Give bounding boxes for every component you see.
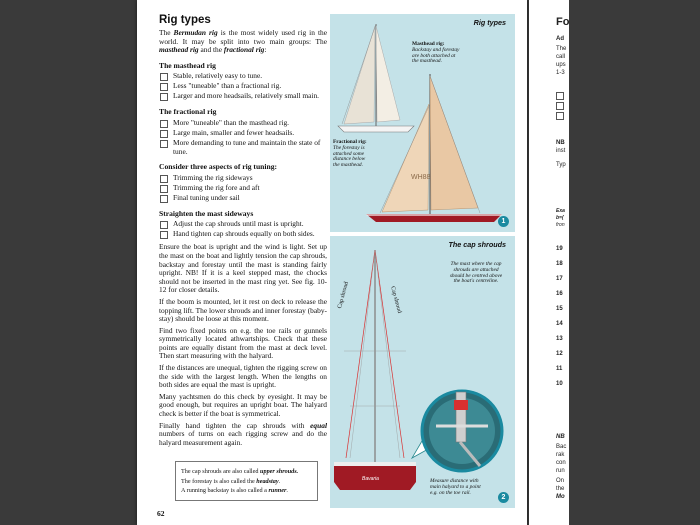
fractional-label: Fractional rig: The forestay is attached some distance below the masthead. [333,139,367,169]
checklist-item[interactable]: Trimming the rig sideways [159,174,327,183]
checkbox-icon[interactable] [556,112,564,120]
checkbox-icon[interactable] [160,83,168,91]
intro-paragraph: The Bermudan rig is the most widely used rig in the world. It may be split into two main groups: The masthead rig and the fractional rig: [159,28,328,55]
checklist-item[interactable]: More "tuneable" than the masthead rig. [159,119,327,128]
axis-number: 15 [556,306,563,312]
axis-number: 19 [556,246,563,252]
figure-title: Rig types [473,18,506,27]
page2-text: Ad [556,36,564,42]
checkbox-icon[interactable] [160,93,168,101]
note-line: The cap shrouds are also called upper shrouds. [181,468,299,475]
viewer-background [569,0,700,525]
checklist-item[interactable]: Larger and more headsails, relatively small main. [159,92,327,101]
axis-number: 12 [556,351,563,357]
figure-title: The cap shrouds [448,240,506,249]
checkbox-icon[interactable] [160,130,168,138]
checklist-item[interactable]: Final tuning under sail [159,194,327,203]
figure-cap-shrouds [330,236,515,508]
page2-text: fron [556,222,565,228]
checklist-item[interactable]: Less "tuneable" than a fractional rig. [159,82,327,91]
checklist-item[interactable]: Trimming the rig fore and aft [159,184,327,193]
axis-number: 11 [556,366,563,372]
axis-number: 17 [556,276,563,282]
axis-number: 10 [556,381,563,387]
page2-text: NB [556,140,565,146]
axis-number: 16 [556,291,563,297]
axis-number: 18 [556,261,563,267]
checklist-item[interactable]: Stable, relatively easy to tune. [159,72,327,81]
axis-number: 13 [556,336,563,342]
axis-number: 14 [556,321,563,327]
checkbox-icon[interactable] [160,73,168,81]
sideways-heading: Straighten the mast sideways [159,208,254,218]
checklist-item[interactable]: Hand tighten cap shrouds equally on both sides. [159,230,327,239]
terminology-note-box [175,461,318,501]
text-column [159,14,327,450]
body-paragraph: Ensure the boat is upright and the wind is light. Set up the mast on the boat and lightly tension the cap shrouds, backstay and forestay until the mast is standing fairly upright. NB! If it is a keel stepped mast, the chocks should not be inserted in the mast ring yet. See fig. 10-12 for closer details. [159,242,327,295]
masthead-yacht [338,24,414,132]
page2-text: Mo [556,494,565,500]
page-title: Rig types [159,14,211,26]
checkbox-icon[interactable] [556,92,564,100]
page-number: 62 [157,509,165,518]
sail-number: WH88 [411,174,431,181]
page2-text: ups [556,62,566,68]
page2-text: 1-3 [556,70,565,76]
aspects-heading: Consider three aspects of rig tuning: [159,162,278,172]
page2-text: the [556,486,565,492]
page2-text: Bac [556,444,567,450]
mast-note: The mast where the cap shrouds are attached should be centred above the boat's centreline. [449,261,503,285]
page2-text: inst [556,148,566,154]
page2-text: The [556,46,567,52]
note-line: The forestay is also called the headstay. [181,477,281,485]
right-page-edge [529,0,569,525]
page2-text: b=( [556,215,564,221]
page2-text: On [556,478,565,484]
left-page [137,0,527,525]
fractional-heading: The fractional rig [159,107,217,117]
page2-text: NB [556,434,565,440]
page2-text: call [556,54,566,60]
body-paragraph: If the distances are unequal, tighten the rigging screw on the side with the largest length. When the lengths on both sides are equal the mast is upright. [159,363,327,390]
checkbox-icon[interactable] [160,140,168,148]
checkbox-icon[interactable] [160,231,168,239]
checkbox-icon[interactable] [160,221,168,229]
page2-text: con [556,460,566,466]
figure-number-badge: 1 [498,216,509,227]
checkbox-icon[interactable] [160,185,168,193]
page2-text: Fo [556,16,569,28]
checklist-item[interactable]: Large main, smaller and fewer headsails. [159,129,327,138]
body-paragraph: If the boom is mounted, let it rest on deck to release the topping lift. The lower shrouds and inner forestay (baby-stay) should be loose at this moment. [159,296,327,324]
checklist-item[interactable]: More demanding to tune and maintain the state of tune. [159,139,327,156]
checkbox-icon[interactable] [160,120,168,128]
note-line: A running backstay is also called a runner. [181,487,288,495]
hull-text: Bavaria [362,476,379,482]
checkbox-icon[interactable] [160,195,168,203]
checkbox-icon[interactable] [160,175,168,183]
body-paragraph: Many yachtsmen do this check by eyesight. It may be good enough, but requires an upright boat. The halyard check is better if the boat is symmetrical. [159,391,327,419]
page2-text: run [556,468,565,474]
figure-rig-types [330,14,515,232]
masthead-heading: The masthead rig [159,60,216,70]
page2-text: rak [556,452,565,458]
body-paragraph: Finally hand tighten the cap shrouds with equal numbers of turns on each rigging screw and do the halyard measurement again. [159,420,327,447]
checkbox-icon[interactable] [556,102,564,110]
checklist-item[interactable]: Adjust the cap shrouds until mast is upright. [159,220,327,229]
detail-magnifier [422,391,502,471]
hull [334,462,416,490]
shroud-label-right: Cap shroud [389,285,403,314]
shroud-label-left: Cap shroud [337,281,350,310]
body-paragraph: Find two fixed points on e.g. the toe rails or gunnels symmetrically located athwartships. Check that these points are equally distant from the mast at deck level. Then start measuring with the halyard. [159,325,327,361]
page2-text: Typ [556,162,566,168]
figure-number-badge: 2 [498,492,509,503]
page2-text: Exa [556,208,565,214]
measure-note: Measure distance with main halyard to a point e.g. on the toe rail. [430,478,481,496]
masthead-label: Masthead rig: Backstay and forestay are both attached at the masthead. [412,41,460,65]
